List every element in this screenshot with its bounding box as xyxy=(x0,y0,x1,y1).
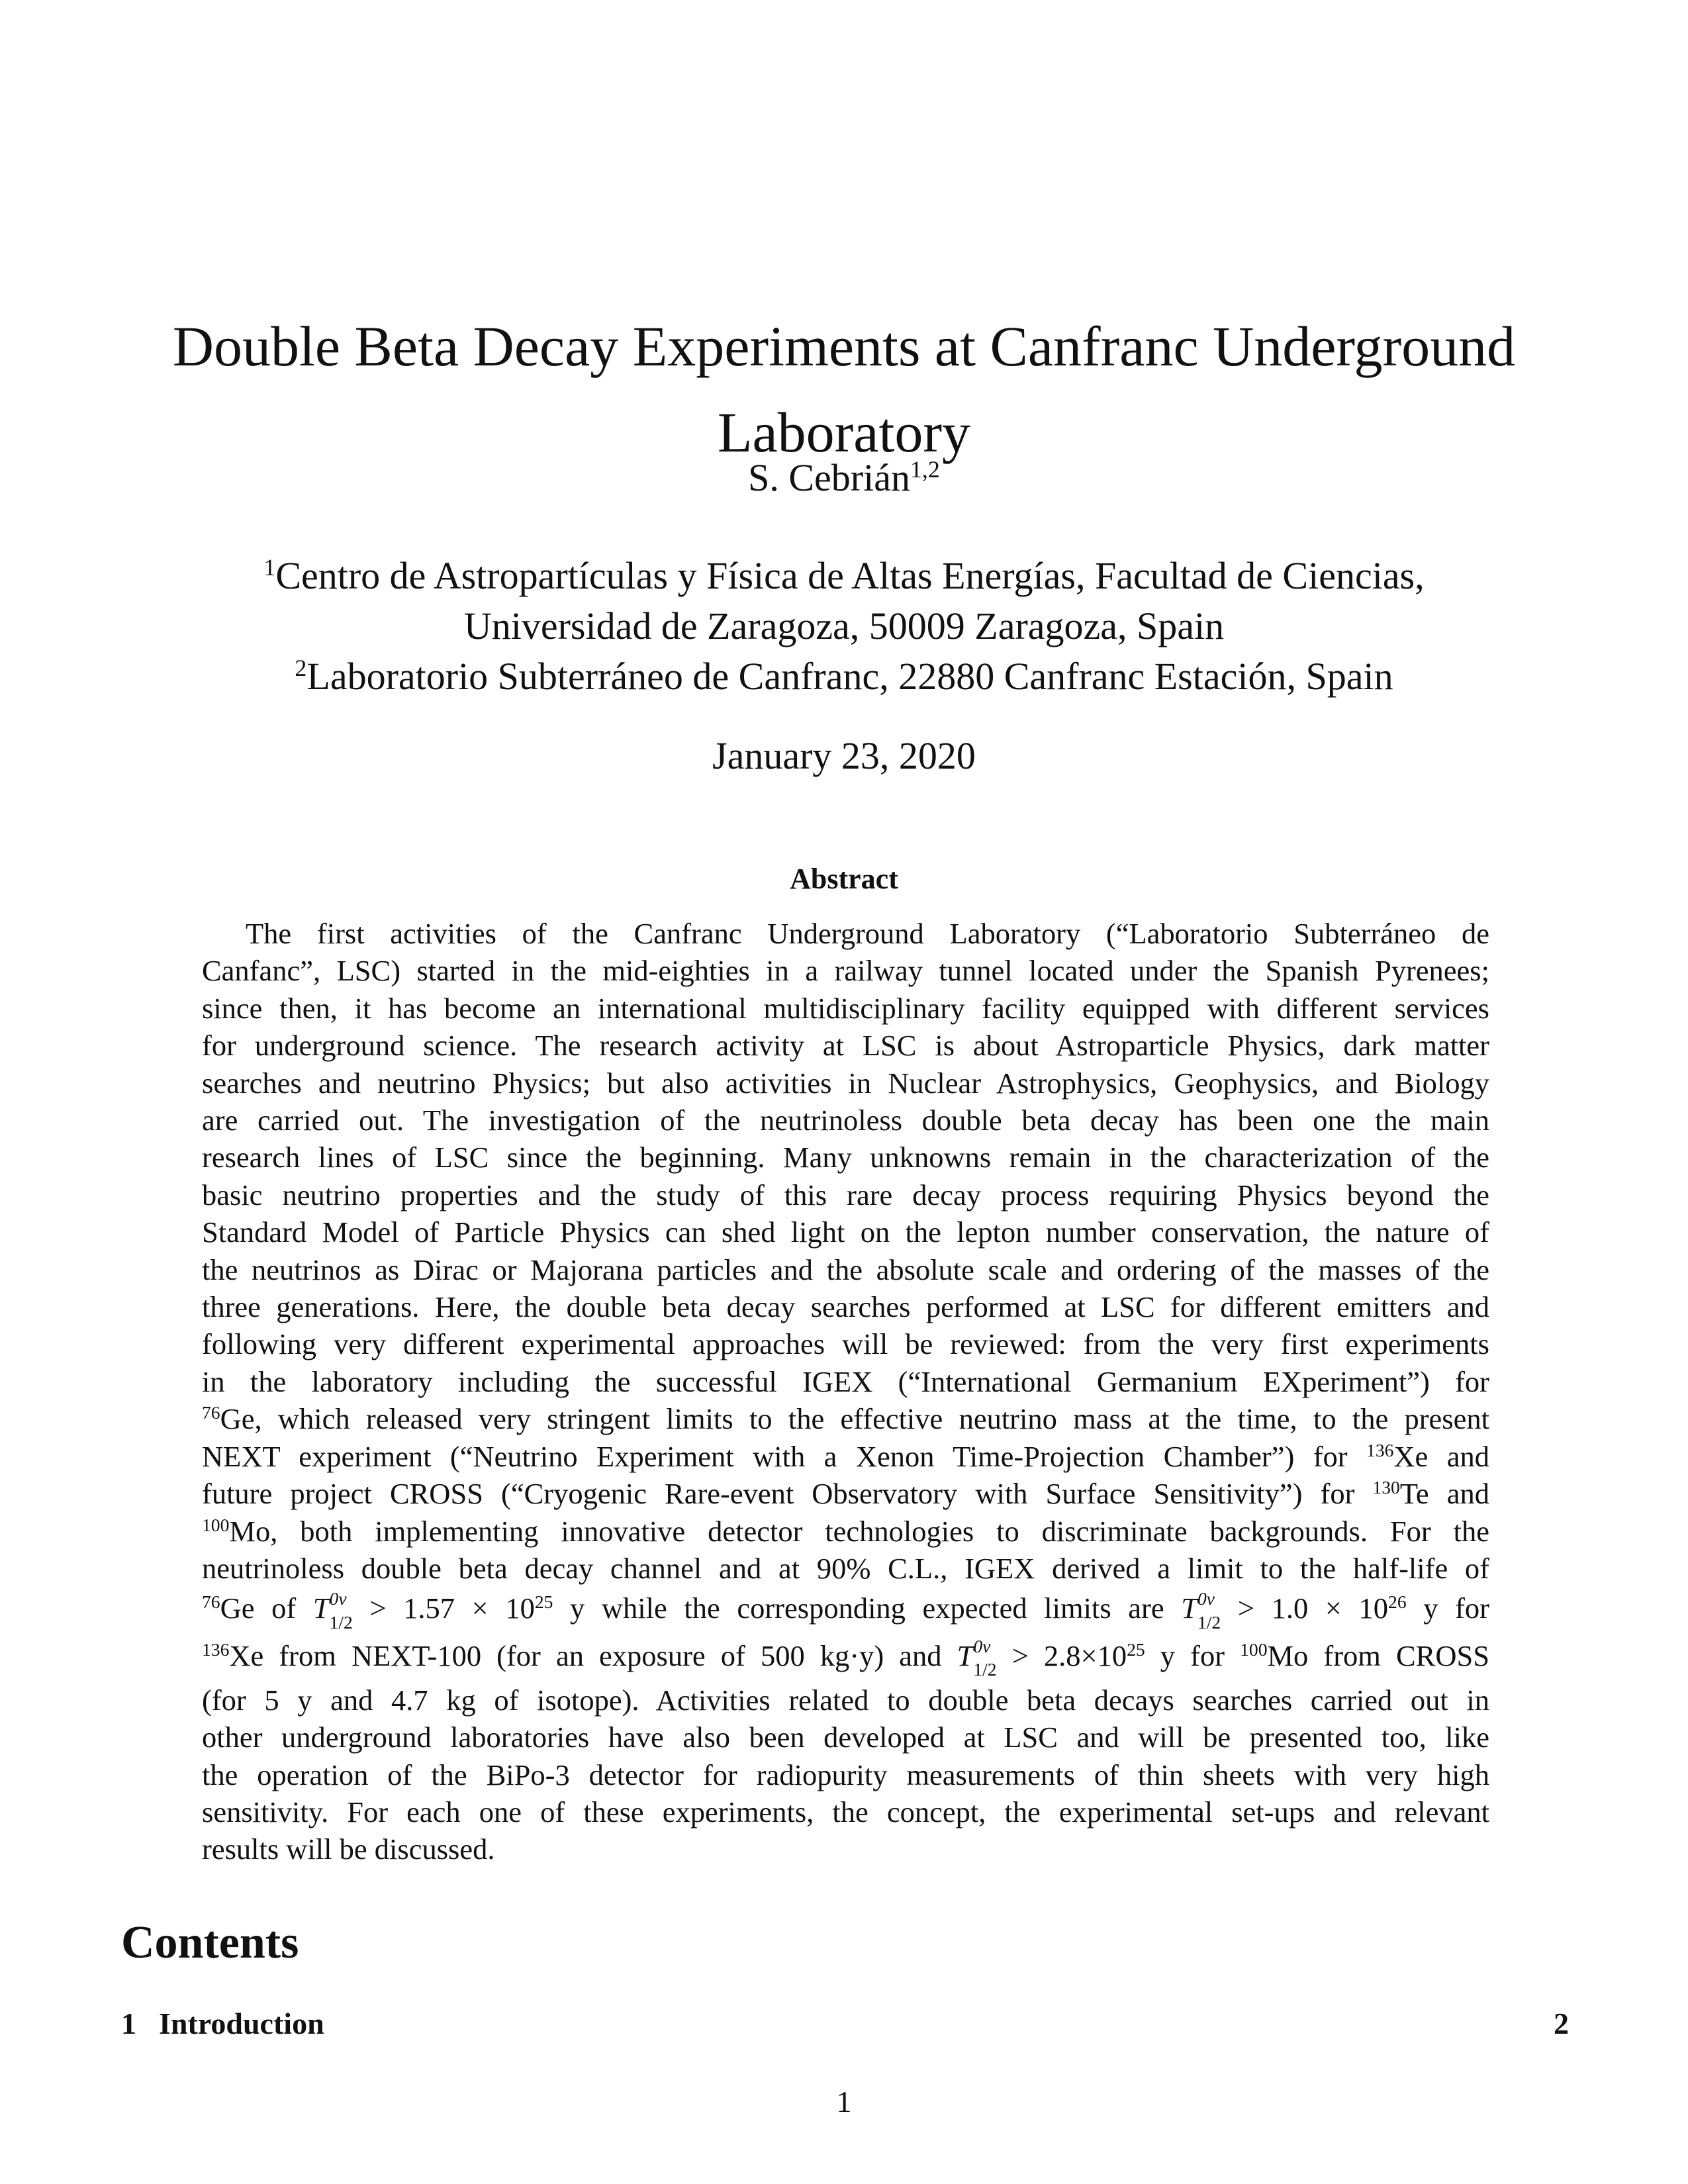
abstract-line: in the laboratory including the successful IGEX (“International Germanium EXperiment”) for xyxy=(202,1364,1489,1398)
abstract-body xyxy=(202,915,1489,1868)
affiliation-1 xyxy=(132,551,1556,601)
sub: 1/2 xyxy=(329,1611,353,1633)
affiliations xyxy=(132,551,1556,702)
half-life-symbol: T xyxy=(1181,1591,1197,1625)
abstract-line: the operation of the BiPo-3 detector for radiopurity measurements of thin sheets with very high xyxy=(202,1758,1489,1791)
affiliation-1-line2: Universidad de Zaragoza, 50009 Zaragoza, Spain xyxy=(463,604,1225,647)
text: y for xyxy=(1145,1638,1241,1672)
abstract-line: results will be discussed. xyxy=(202,1832,495,1866)
exponent: 25 xyxy=(1127,1638,1145,1660)
text: Xe and xyxy=(1393,1439,1489,1473)
abstract-line: neutrinoless double beta decay channel and at 90% C.L., IGEX derived a limit to the half-life of xyxy=(202,1551,1489,1585)
exponent: 26 xyxy=(1388,1591,1407,1613)
text: future project CROSS (“Cryogenic Rare-event Observatory with Surface Sensitivity”) for xyxy=(202,1477,1373,1511)
abstract-line: since then, it has become an international multidisciplinary facility equipped with different services xyxy=(202,991,1489,1025)
text: y while the corresponding expected limits are xyxy=(553,1591,1182,1625)
toc-entry-number: 1 xyxy=(121,2007,136,2040)
toc-entry-label xyxy=(121,2006,324,2041)
text: Ge, which released very stringent limits to the effective neutrino mass at the time, to the present xyxy=(220,1402,1489,1436)
sub: 1/2 xyxy=(1197,1611,1221,1633)
isotope-mass: 136 xyxy=(1366,1439,1394,1460)
half-life-scripts xyxy=(1197,1587,1221,1634)
isotope-mass: 100 xyxy=(202,1514,230,1535)
abstract-line-halflife-cross xyxy=(202,1635,1489,1682)
toc-entry-introduction[interactable] xyxy=(121,2006,1569,2041)
text: Ge of xyxy=(220,1591,313,1625)
exponent: 25 xyxy=(534,1591,553,1613)
abstract-line: basic neutrino properties and the study of this rare decay process requiring Physics beyond the xyxy=(202,1178,1489,1211)
isotope-mass: 130 xyxy=(1372,1476,1400,1497)
author xyxy=(0,455,1688,500)
contents-heading: Contents xyxy=(121,1917,299,1968)
abstract-line: Canfanc”, LSC) started in the mid-eighties in a railway tunnel located under the Spanish Pyrenees; xyxy=(202,954,1489,988)
abstract-line xyxy=(202,1513,1489,1550)
affiliation-mark: 1 xyxy=(263,554,276,581)
sup: 0ν xyxy=(329,1588,347,1609)
affiliation-text: Centro de Astropartículas y Física de Altas Energías, Facultad de Ciencias, xyxy=(275,554,1425,597)
toc-entry-page: 2 xyxy=(1554,2007,1569,2040)
abstract-line xyxy=(202,1438,1489,1475)
abstract-line xyxy=(202,1475,1489,1512)
affiliation-mark: 2 xyxy=(295,655,307,682)
text: Mo, both implementing innovative detector technologies to discriminate backgrounds. For the xyxy=(229,1514,1489,1548)
abstract-line: other underground laboratories have also been developed at LSC and will be presented too, like xyxy=(202,1721,1489,1754)
abstract-line: for underground science. The research activity at LSC is about Astroparticle Physics, dark matter xyxy=(202,1029,1489,1063)
abstract-line: The first activities of the Canfranc Underground Laboratory (“Laboratorio Subterráneo de xyxy=(246,917,1489,950)
isotope-mass: 100 xyxy=(1240,1638,1268,1660)
text: y for xyxy=(1406,1591,1489,1625)
text: Te and xyxy=(1399,1477,1489,1511)
isotope-mass: 76 xyxy=(202,1591,220,1613)
abstract-line: searches and neutrino Physics; but also activities in Nuclear Astrophysics, Geophysics, and Biology xyxy=(202,1066,1489,1100)
abstract-line: (for 5 y and 4.7 kg of isotope). Activities related to double beta decays searches carried out in xyxy=(202,1683,1489,1717)
text: Xe from NEXT-100 (for an exposure of 500 kg·y) and xyxy=(229,1638,957,1672)
author-name: S. Cebrián xyxy=(748,456,910,499)
abstract-line: following very different experimental approaches will be reviewed: from the very first experiments xyxy=(202,1327,1489,1361)
half-life-symbol: T xyxy=(957,1638,974,1672)
isotope-mass: 136 xyxy=(202,1638,230,1660)
abstract-line: research lines of LSC since the beginning. Many unknowns remain in the characterization of the xyxy=(202,1141,1489,1174)
text: NEXT experiment (“Neutrino Experiment with a Xenon Time-Projection Chamber”) for xyxy=(202,1439,1367,1473)
text: Mo from CROSS xyxy=(1267,1638,1489,1672)
abstract-line: are carried out. The investigation of the neutrinoless double beta decay has been one the main xyxy=(202,1104,1489,1137)
half-life-scripts xyxy=(973,1635,996,1682)
sub: 1/2 xyxy=(973,1659,997,1680)
abstract-line xyxy=(202,1400,1489,1437)
value: > 2.8×10 xyxy=(996,1638,1127,1672)
isotope-mass: 76 xyxy=(202,1402,220,1423)
abstract-heading: Abstract xyxy=(790,863,898,895)
abstract-line: Standard Model of Particle Physics can shed light on the lepton number conservation, the nature of xyxy=(202,1215,1489,1249)
paper-title: Double Beta Decay Experiments at Canfranc Underground Laboratory xyxy=(172,314,1516,464)
half-life-scripts xyxy=(330,1587,353,1634)
abstract-line: three generations. Here, the double beta decay searches performed at LSC for different emitters and xyxy=(202,1290,1489,1324)
author-affiliation-marks: 1,2 xyxy=(910,456,940,483)
half-life-symbol: T xyxy=(312,1591,330,1625)
abstract-line-halflife-igex xyxy=(202,1587,1489,1634)
abstract-line: sensitivity. For each one of these experiments, the concept, the experimental set-ups and relevant xyxy=(202,1795,1489,1828)
paper-date: January 23, 2020 xyxy=(712,734,976,777)
abstract-line: the neutrinos as Dirac or Majorana particles and the absolute scale and ordering of the masses of the xyxy=(202,1253,1489,1286)
toc-entry-title: Introduction xyxy=(159,2007,324,2040)
affiliation-text: Laboratorio Subterráneo de Canfranc, 22880 Canfranc Estación, Spain xyxy=(306,655,1393,698)
sup: 0ν xyxy=(1197,1588,1215,1609)
sup: 0ν xyxy=(973,1635,991,1656)
value: > 1.57 × 10 xyxy=(352,1591,535,1625)
page-number: 1 xyxy=(836,2085,852,2118)
value: > 1.0 × 10 xyxy=(1221,1591,1389,1625)
affiliation-2 xyxy=(132,651,1556,702)
